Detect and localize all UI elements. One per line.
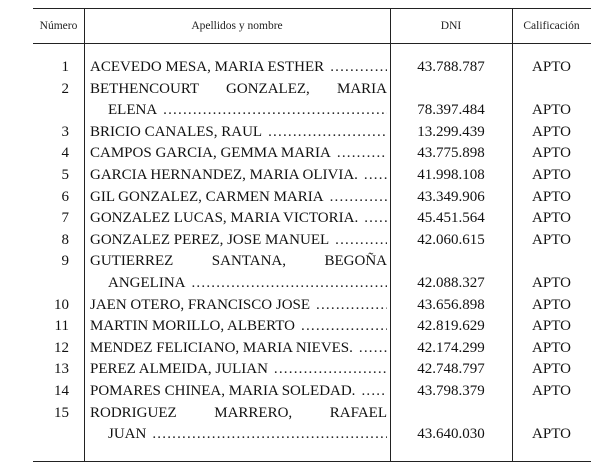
row-name-text: PEREZ ALMEIDA, JULIAN — [90, 361, 268, 378]
row-dni: 41.998.108 — [417, 166, 485, 183]
row-calificacion: APTO — [532, 426, 571, 443]
dot-leader — [146, 424, 387, 446]
header-dni: DNI — [440, 20, 462, 32]
header-divider — [33, 43, 591, 44]
row-name-text: GONZALEZ PEREZ, JOSE MANUEL — [90, 231, 330, 248]
table-row — [33, 208, 591, 230]
row-name-text: JAEN OTERO, FRANCISCO JOSE — [90, 296, 311, 313]
dot-leader — [331, 143, 387, 165]
table-row — [33, 100, 591, 122]
dot-leader — [355, 381, 387, 403]
row-calificacion: APTO — [532, 59, 571, 75]
row-name-text: POMARES CHINEA, MARIA SOLEDAD. — [90, 382, 356, 399]
row-name-text: GARCIA HERNANDEZ, MARIA OLIVIA. — [90, 166, 358, 183]
row-name — [90, 295, 387, 317]
row-number: 15 — [54, 404, 69, 421]
row-name-text: MARTIN MORILLO, ALBERTO — [90, 318, 296, 335]
header-apellidos-nombre: Apellidos y nombre — [191, 20, 283, 32]
row-number: 3 — [61, 123, 69, 140]
row-name — [90, 230, 387, 252]
table-row — [33, 165, 591, 187]
row-dni: 43.640.030 — [417, 426, 485, 443]
row-dni: 43.775.898 — [417, 145, 485, 162]
dot-leader — [329, 230, 387, 252]
row-name — [90, 143, 387, 165]
row-number: 10 — [54, 296, 69, 313]
row-number: 2 — [61, 80, 69, 97]
row-dni: 42.060.615 — [417, 231, 485, 248]
table-row — [33, 273, 591, 295]
row-name — [90, 165, 387, 187]
dot-leader — [295, 316, 387, 338]
row-calificacion: APTO — [532, 102, 571, 119]
row-number: 9 — [61, 253, 69, 270]
row-name — [108, 424, 387, 446]
row-name-text: JUAN — [108, 426, 147, 443]
row-name — [90, 57, 387, 79]
header-numero: Número — [39, 20, 78, 32]
row-number: 6 — [61, 188, 69, 205]
dot-leader — [324, 57, 387, 79]
row-calificacion: APTO — [532, 210, 571, 227]
row-name-text: ELENA — [108, 102, 158, 119]
row-name — [108, 100, 387, 122]
table-row — [33, 338, 591, 360]
dot-leader — [324, 187, 387, 209]
row-calificacion: APTO — [532, 166, 571, 183]
row-name-text: GONZALEZ LUCAS, MARIA VICTORIA. — [90, 210, 359, 227]
table-row — [33, 316, 591, 338]
row-name — [90, 381, 387, 403]
row-calificacion: APTO — [532, 274, 571, 291]
row-number: 4 — [61, 145, 69, 162]
row-dni: 43.349.906 — [417, 188, 485, 205]
row-number: 13 — [54, 361, 69, 378]
row-dni: 43.788.787 — [417, 59, 485, 75]
row-name — [90, 208, 387, 230]
row-dni: 78.397.484 — [417, 102, 485, 119]
row-name-text: GIL GONZALEZ, CARMEN MARIA — [90, 188, 324, 205]
row-name-text: ACEVEDO MESA, MARIA ESTHER — [90, 59, 325, 75]
row-name — [108, 273, 387, 295]
row-number: 11 — [54, 318, 69, 335]
row-name-text: CAMPOS GARCIA, GEMMA MARIA — [90, 145, 331, 162]
row-dni: 45.451.564 — [417, 210, 485, 227]
table-body — [33, 57, 591, 446]
row-name — [90, 403, 387, 425]
row-dni: 43.656.898 — [417, 296, 485, 313]
table-row — [33, 403, 591, 425]
row-dni: 13.299.439 — [417, 123, 485, 140]
row-name — [90, 251, 387, 273]
row-number: 14 — [54, 382, 69, 399]
row-name — [90, 187, 387, 209]
row-dni: 42.748.797 — [417, 361, 485, 378]
row-dni: 42.819.629 — [417, 318, 485, 335]
row-name — [90, 79, 387, 101]
dot-leader — [358, 165, 387, 187]
row-calificacion: APTO — [532, 318, 571, 335]
row-number: 8 — [61, 231, 69, 248]
row-name-text: GUTIERREZ SANTANA, BEGOÑA — [90, 253, 387, 270]
row-calificacion: APTO — [532, 231, 571, 248]
row-dni: 42.174.299 — [417, 339, 485, 356]
dot-leader — [353, 338, 387, 360]
dot-leader — [310, 295, 387, 317]
row-number: 1 — [61, 59, 69, 75]
row-calificacion: APTO — [532, 361, 571, 378]
row-dni: 43.798.379 — [417, 382, 485, 399]
dot-leader — [358, 208, 387, 230]
row-calificacion: APTO — [532, 296, 571, 313]
row-name-text: BRICIO CANALES, RAUL — [90, 123, 263, 140]
table-row — [33, 295, 591, 317]
row-name — [90, 316, 387, 338]
table-row — [33, 79, 591, 101]
row-name — [90, 122, 387, 144]
row-dni: 42.088.327 — [417, 274, 485, 291]
table-row — [33, 122, 591, 144]
row-name-text: MENDEZ FELICIANO, MARIA NIEVES. — [90, 339, 353, 356]
table-row — [33, 143, 591, 165]
row-name-text: ANGELINA — [108, 274, 186, 291]
dot-leader — [268, 359, 387, 381]
row-calificacion: APTO — [532, 188, 571, 205]
table-row — [33, 230, 591, 252]
row-calificacion: APTO — [532, 382, 571, 399]
row-name — [90, 359, 387, 381]
table-row — [33, 359, 591, 381]
table-row — [33, 251, 591, 273]
row-calificacion: APTO — [532, 145, 571, 162]
row-number: 5 — [61, 166, 69, 183]
results-table — [33, 8, 591, 462]
row-name-text: BETHENCOURT GONZALEZ, MARIA — [90, 80, 387, 97]
row-name — [90, 338, 387, 360]
dot-leader — [262, 122, 387, 144]
row-calificacion: APTO — [532, 123, 571, 140]
table-row — [33, 57, 591, 79]
row-number: 7 — [61, 210, 69, 227]
table-row — [33, 381, 591, 403]
row-number: 12 — [54, 339, 69, 356]
header-calificacion: Calificación — [523, 20, 580, 32]
row-calificacion: APTO — [532, 339, 571, 356]
dot-leader — [157, 100, 387, 122]
table-row — [33, 187, 591, 209]
table-row — [33, 424, 591, 446]
dot-leader — [185, 273, 387, 295]
row-name-text: RODRIGUEZ MARRERO, RAFAEL — [90, 404, 387, 421]
